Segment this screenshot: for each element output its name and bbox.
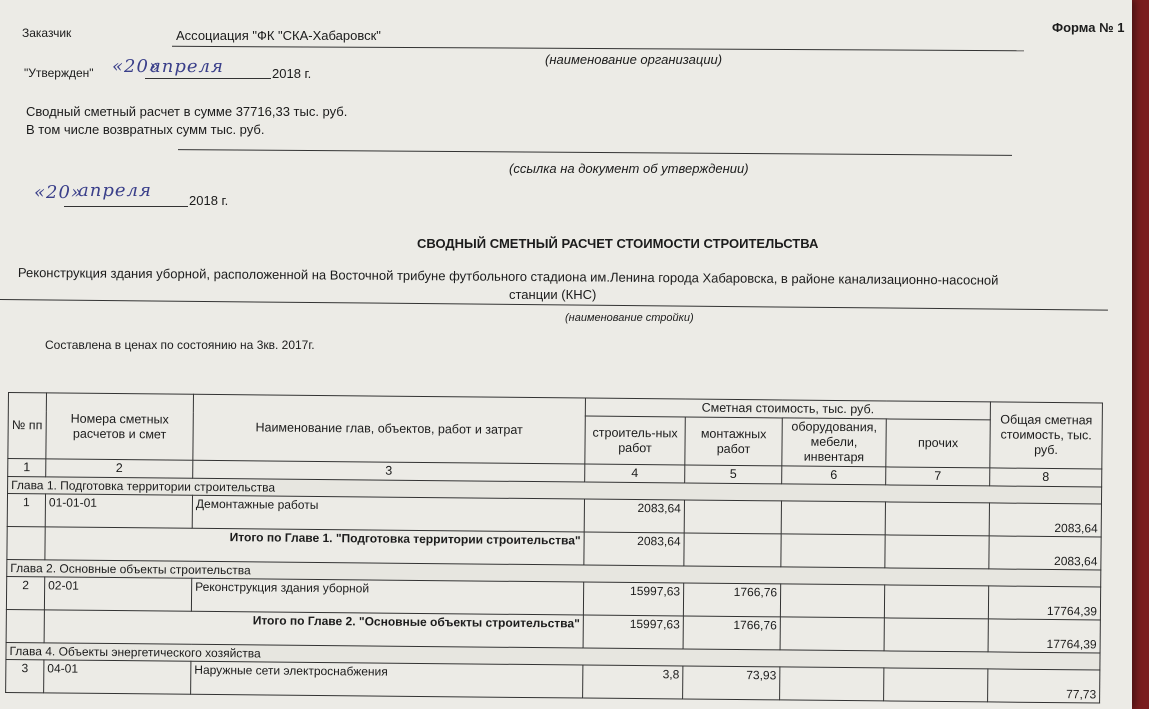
header-installation: монтажных работ	[685, 417, 782, 466]
row-equipment	[780, 584, 884, 618]
row-construction: 2083,64	[584, 499, 684, 533]
date-underline-1	[145, 78, 271, 79]
row-code: 02-01	[44, 577, 191, 611]
row-other	[884, 668, 988, 702]
header-construction: строитель-ных работ	[585, 416, 685, 465]
empty-cell	[7, 526, 45, 559]
header-total: Общая сметная стоимость, тыс. руб.	[990, 402, 1103, 469]
colnum: 1	[8, 459, 46, 477]
price-basis: Составлена в ценах по состоянию на 3кв. 2017г.	[45, 338, 315, 352]
org-caption: (наименование организации)	[545, 52, 723, 67]
customer-underline	[172, 46, 1024, 51]
row-construction: 15997,63	[583, 582, 683, 616]
empty-cell	[780, 617, 884, 651]
handwritten-month-2: апреля	[78, 180, 152, 201]
approved-label: "Утвержден"	[24, 66, 94, 80]
project-name-line1: Реконструкция здания уборной, расположенной на Восточной трибуне футбольного стадиона им.Ленина города Хабаровска, в районе канализационно-насосной	[17, 265, 999, 288]
row-no: 2	[6, 576, 44, 609]
colnum: 4	[585, 464, 685, 483]
row-total: 17764,39	[988, 586, 1100, 620]
total-sum: 17764,39	[988, 619, 1100, 653]
table-header-row-1	[8, 393, 1102, 422]
header-other: прочих	[886, 419, 990, 468]
row-name: Реконструкция здания уборной	[191, 578, 583, 615]
reference-underline	[178, 149, 1012, 156]
row-no: 3	[6, 659, 44, 692]
row-installation	[684, 500, 781, 534]
row-other	[884, 585, 988, 619]
row-other	[885, 502, 989, 536]
chapter-title: Глава 4. Объекты энергетического хозяйства	[6, 642, 1100, 670]
colnum: 8	[990, 468, 1102, 487]
row-code: 01-01-01	[45, 494, 192, 528]
chapter-title: Глава 1. Подготовка территории строительства	[8, 477, 1102, 505]
row-total: 2083,64	[989, 503, 1101, 537]
header-estimates: Номера сметных расчетов и смет	[46, 393, 194, 460]
date2-year: 2018 г.	[189, 193, 229, 208]
empty-cell	[885, 535, 989, 569]
customer-name: Ассоциация "ФК "СКА-Хабаровск"	[176, 28, 381, 43]
header-cost-group: Сметная стоимость, тыс. руб.	[585, 398, 990, 420]
project-name-line2: станции (КНС)	[509, 287, 597, 302]
row-code: 04-01	[44, 660, 191, 694]
estimate-table	[5, 392, 1103, 703]
colnum: 6	[782, 466, 886, 485]
total-construction: 2083,64	[584, 532, 684, 566]
row-construction: 3,8	[583, 665, 683, 699]
total-construction: 15997,63	[583, 615, 683, 649]
row-equipment	[781, 501, 885, 535]
form-label: Форма № 1	[1052, 20, 1125, 35]
header-equipment: оборудования, мебели, инвентаря	[782, 418, 886, 467]
row-no: 1	[7, 494, 45, 527]
colnum: 7	[886, 467, 990, 486]
chapter-total-label: Итого по Главе 1. "Подготовка территории строительства"	[45, 527, 584, 565]
row-total: 77,73	[988, 669, 1100, 703]
colnum: 2	[46, 459, 193, 478]
empty-cell	[884, 618, 988, 652]
project-caption: (наименование стройки)	[565, 312, 694, 324]
row-equipment	[780, 667, 884, 701]
handwritten-day-2: «20»	[34, 182, 83, 203]
total-installation: 1766,76	[683, 616, 780, 650]
customer-label: Заказчик	[22, 26, 72, 40]
header-no: № пп	[8, 393, 47, 459]
total-sum: 2083,64	[989, 536, 1101, 570]
colnum: 5	[685, 465, 782, 484]
handwritten-month-1: апреля	[150, 56, 224, 77]
sum-line: Сводный сметный расчет в сумме 37716,33 тыс. руб.	[26, 104, 348, 119]
refund-line: В том числе возвратных сумм тыс. руб.	[26, 122, 265, 137]
empty-cell	[781, 534, 885, 568]
chapter-title: Глава 2. Основные объекты строительства	[7, 559, 1101, 587]
handwritten-day-1: «20»	[112, 56, 161, 77]
row-installation: 73,93	[683, 666, 780, 700]
colnum: 3	[193, 460, 585, 482]
row-name: Демонтажные работы	[192, 495, 584, 532]
total-installation	[684, 533, 781, 567]
document-title: СВОДНЫЙ СМЕТНЫЙ РАСЧЕТ СТОИМОСТИ СТРОИТЕЛЬСТВА	[417, 236, 819, 251]
date-underline-2	[64, 206, 188, 207]
chapter-total-label: Итого по Главе 2. "Основные объекты строительства"	[44, 610, 583, 648]
reference-caption: (ссылка на документ об утверждении)	[509, 161, 749, 176]
header-name: Наименование глав, объектов, работ и затрат	[193, 394, 586, 464]
approved-year: 2018 г.	[272, 66, 312, 81]
empty-cell	[6, 609, 44, 642]
row-name: Наружные сети электроснабжения	[191, 661, 583, 698]
row-installation: 1766,76	[683, 583, 780, 617]
